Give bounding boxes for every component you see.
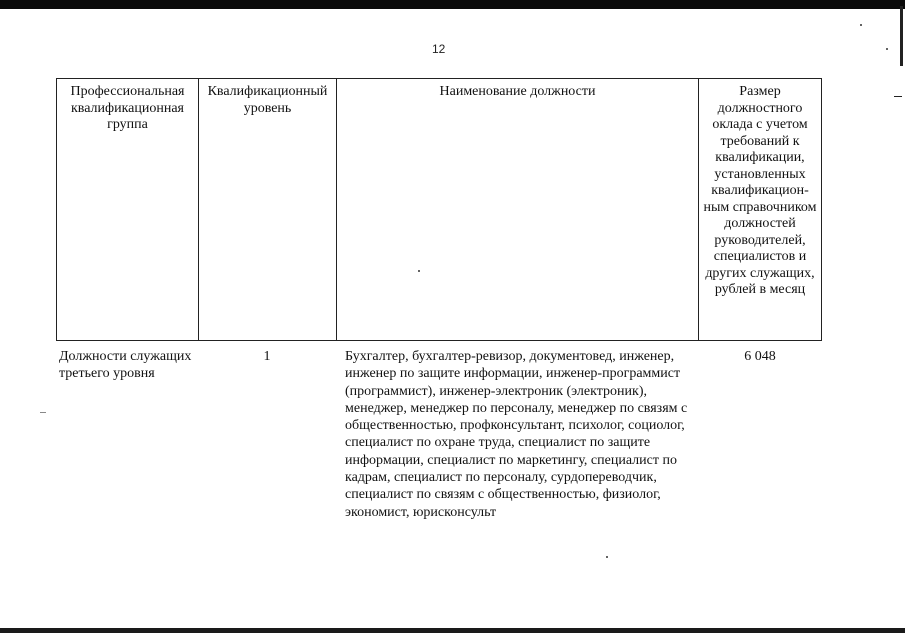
cell-position-names: Бухгалтер, бухгалтер-ревизор, документовед, инженер, инженер по защите информации, инженер-программист (программист), инженер-электроник (электроник), менеджер, менеджер по персоналу, менеджер по связям с общественностью, профконсультант, психолог, социолог, специалист по охране труда, специалист по защите информации, специалист по маркетингу, специалист по кадрам, специалист по персоналу, сурдопереводчик, специалист по связям с общественностью, физиолог, экономист, юрисконсульт [345,349,688,520]
header-salary: Размер должностного оклада с учетом требований к квалификации, установленных квалификацион-ным справочником должностей руководителей, специалистов и других служащих, рублей в месяц [698,78,822,341]
cell-qualification-level: 1 [263,349,271,364]
header-qualification-group: Профессиональная квалификационная группа [56,78,198,341]
cell-salary: 6 048 [744,349,776,364]
scan-top-border [0,0,905,9]
header-qualification-level: Квалификационный уровень [198,78,336,341]
scan-speck [606,556,608,558]
header-position-name: Наименование должности [336,78,698,341]
cell-qualification-group: Должности служащих третьего уровня [59,349,192,382]
page-number: 12 [432,42,446,56]
scan-right-edge-mark [900,6,903,66]
scan-speck [860,24,862,26]
scan-dash [894,96,902,97]
scan-speck [886,48,888,50]
scan-dash [40,412,46,413]
scan-bottom-border [0,628,905,633]
